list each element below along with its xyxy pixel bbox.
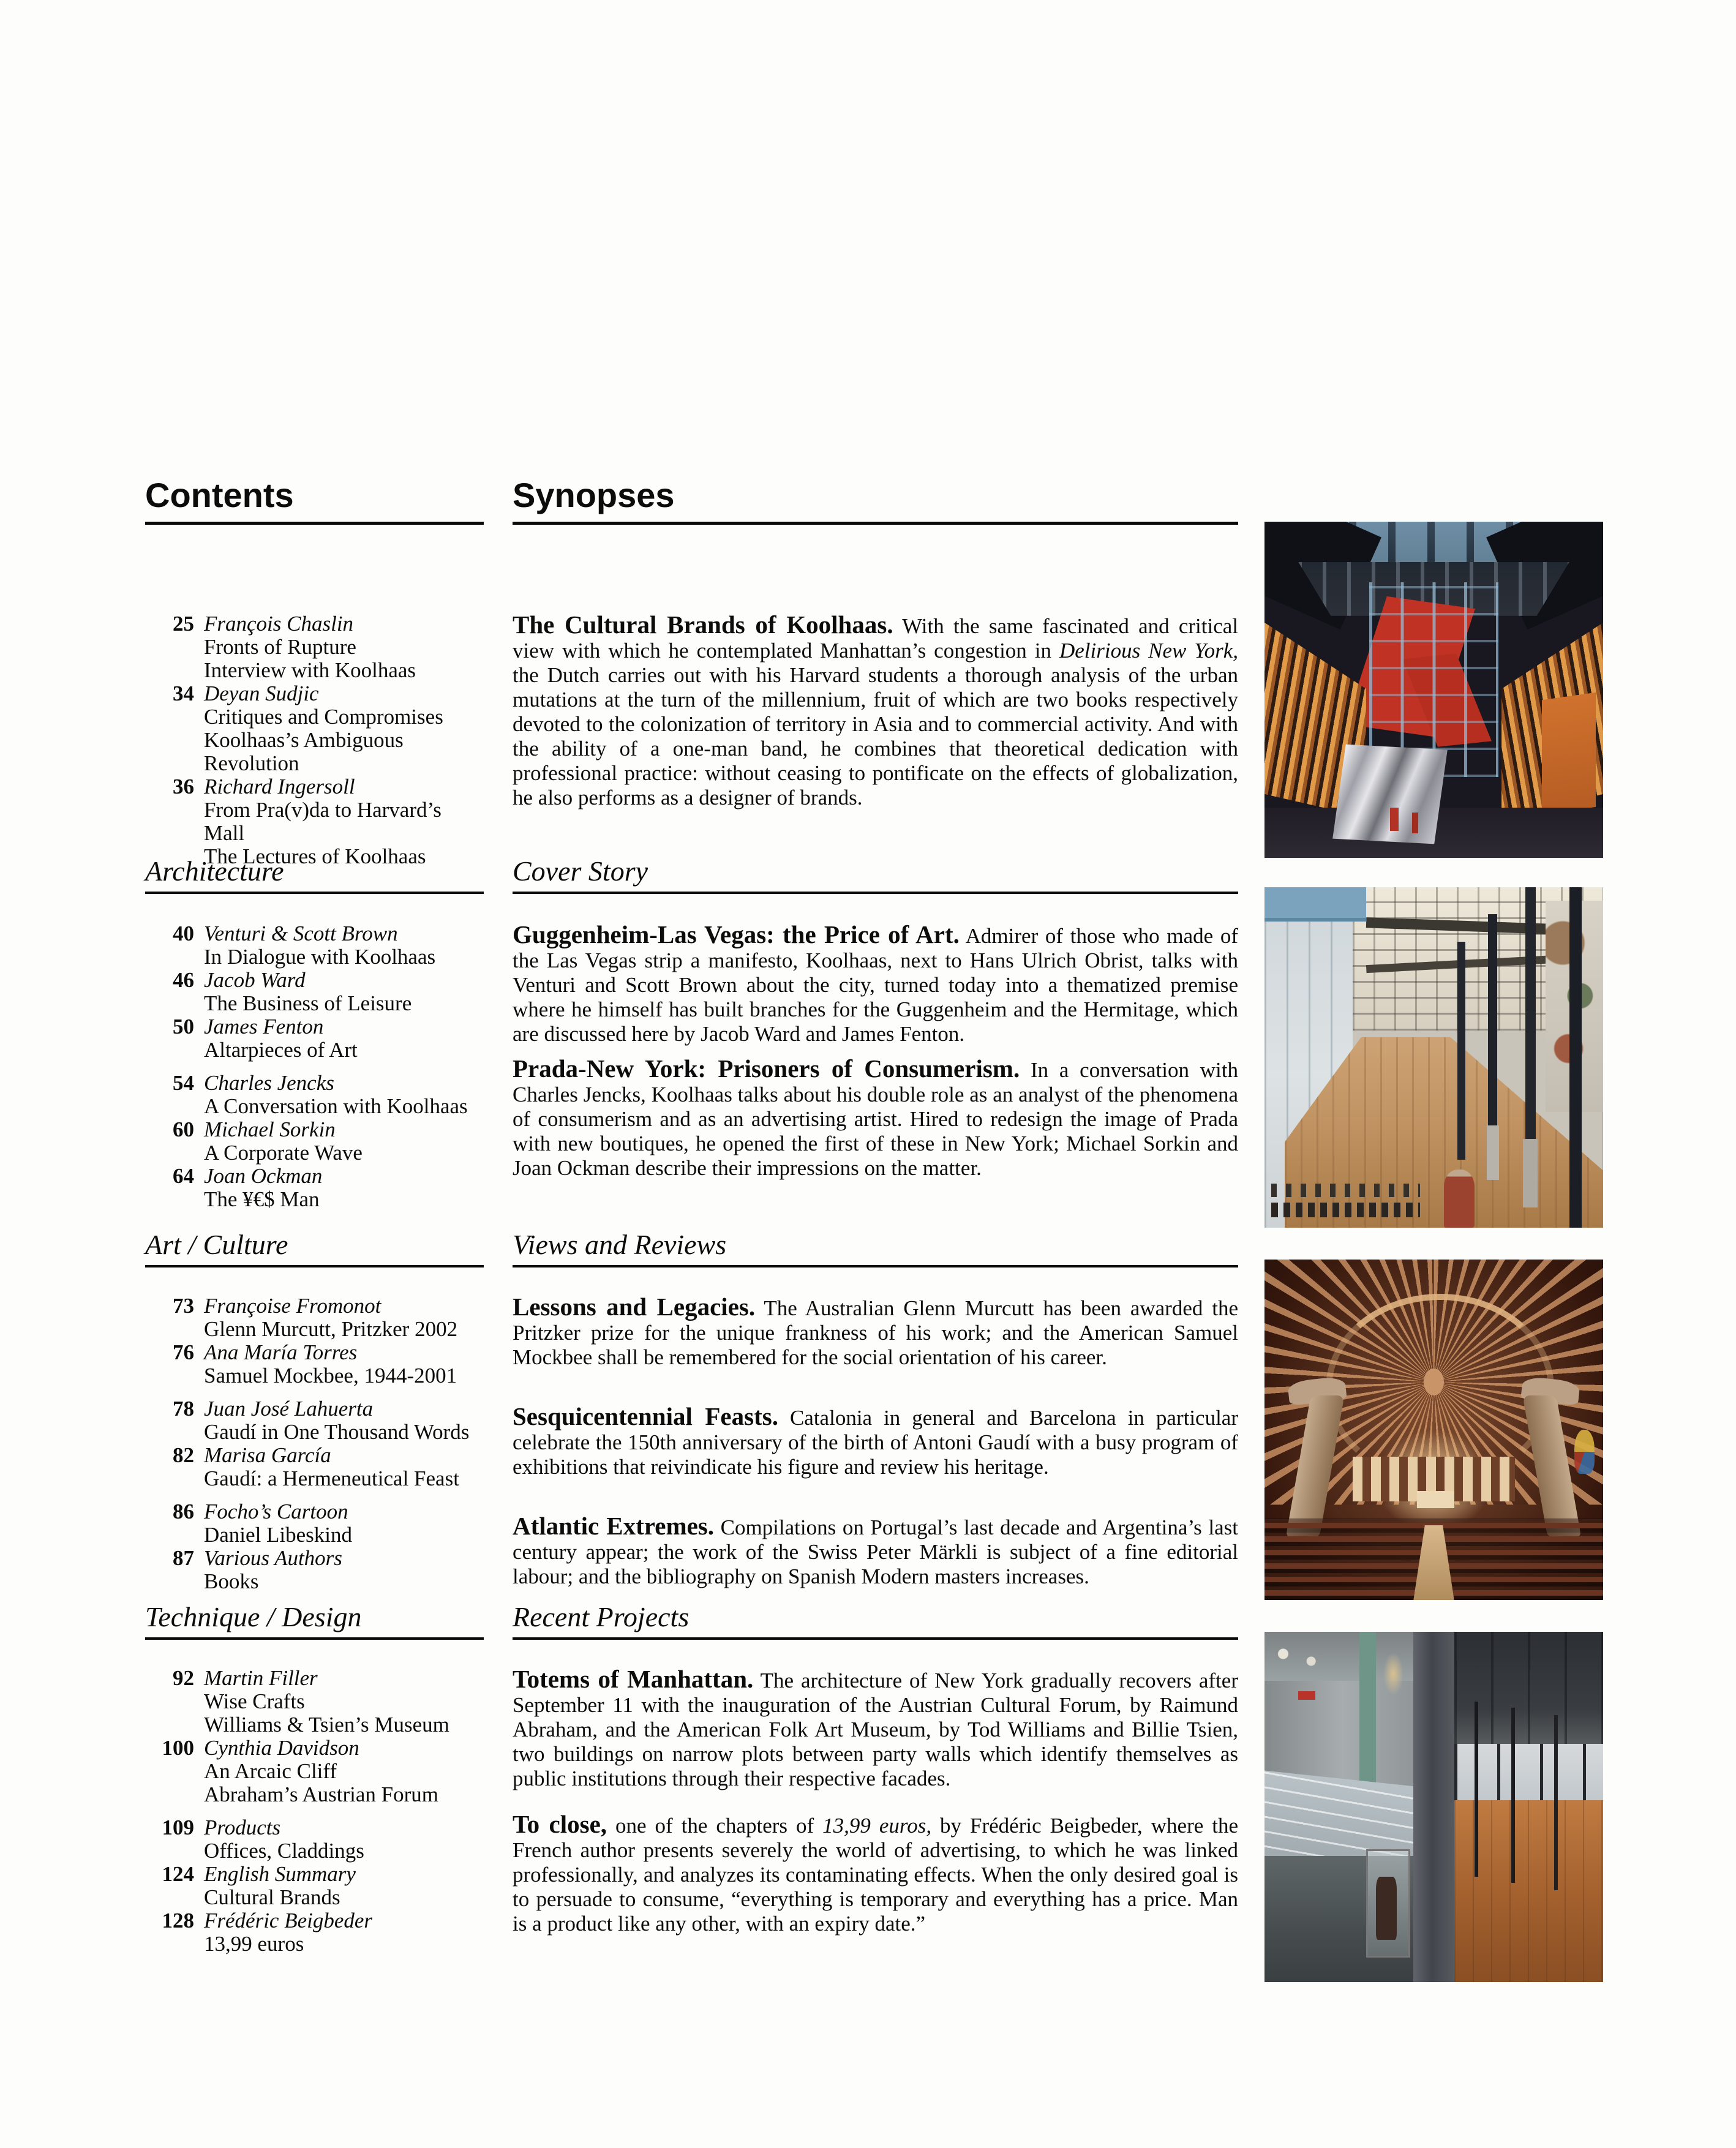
toc-entry [145,1737,484,1806]
entry-title: Critiques and Compromises [204,705,443,729]
toc-entry [145,1294,484,1341]
entry-title: Williams & Tsien’s Museum [204,1713,449,1737]
section-heading-cover-story: Cover Story [513,856,1238,894]
synopsis-paragraph: To close, one of the chapters of 13,99 euros, by Frédéric Beigbeder, where the French author presents severely the world of advertising, to which he was linked professionally, and analyzes its contaminating effects. When the only desired goal is to persuade to consume, “everything is temporary and everything has a price. Man is a product like any other, with an expiry date.” [513,1810,1238,1936]
entry-author: Juan José Lahuerta [204,1397,374,1421]
page-number: 100 [162,1736,194,1760]
entry-title: The ¥€$ Man [204,1187,320,1211]
toc-entry [145,612,484,682]
synopsis-paragraph: Sesquicentennial Feasts. Catalonia in general and Barcelona in particular celebrate the 150th anniversary of the birth of Antoni Gaudí with a busy program of exhibitions that reivindicate his figure and review his heritage. [513,1402,1238,1479]
section-heading-recent-projects: Recent Projects [513,1602,1238,1640]
entry-author: Frédéric Beigbeder [204,1909,373,1932]
entry-title: Daniel Libeskind [204,1523,353,1547]
toc-entry [145,682,484,775]
entry-title: The Lectures of Koolhaas [204,844,426,868]
entry-title: A Conversation with Koolhaas [204,1094,468,1118]
page-number: 34 [173,682,194,705]
column [1569,887,1582,1228]
entry-author: Françoise Fromonot [204,1294,381,1318]
toc-group [145,1397,484,1490]
entry-author: James Fenton [204,1015,324,1038]
entry-author: Various Authors [204,1546,342,1570]
synopsis-lead: Prada-New York: Prisoners of Consumerism. [513,1054,1020,1083]
photo-layer [1523,1139,1537,1207]
entry-author: François Chaslin [204,612,354,636]
altar [1417,1491,1454,1508]
toc-entry [145,1118,484,1165]
photo-prada-store-interior [1264,887,1603,1228]
photo-gaudi-crypt-interior [1264,1260,1603,1600]
page-number: 86 [173,1500,194,1523]
toc-entry [145,1547,484,1593]
synopsis-paragraph: Lessons and Legacies. The Australian Glenn Murcutt has been awarded the Pritzker prize for the unique frankness of his work; and the American Samuel Mockbee shall be remembered for the social orientation of his career. [513,1293,1238,1369]
page-number: 76 [173,1340,194,1364]
entry-author: Products [204,1816,281,1839]
entry-title: Wise Crafts [204,1689,305,1713]
page-number: 60 [173,1117,194,1141]
column [1457,942,1465,1160]
toc-group [145,1500,484,1593]
entry-title: A Corporate Wave [204,1141,363,1165]
visitor-figures [1390,808,1399,831]
toc-entry [145,1667,484,1737]
page-number: 46 [173,968,194,992]
entry-title: Samuel Mockbee, 1944-2001 [204,1364,457,1388]
synopsis-lead: Sesquicentennial Feasts. [513,1402,778,1430]
contents-art-culture-list [145,1294,484,1603]
synopses-cover-story [513,922,1238,1181]
synopsis-lead: Totems of Manhattan. [513,1665,754,1693]
synopses-intro [513,612,1238,810]
page-number: 82 [173,1443,194,1467]
toc-group [145,1816,484,1956]
toc-entry [145,1444,484,1490]
synopses-views-reviews [513,1294,1238,1589]
stained-glass-window [1574,1430,1595,1474]
page-number: 40 [173,922,194,945]
steel-columns [1475,1702,1479,1877]
toc-entry [145,1341,484,1388]
toc-group [145,1072,484,1211]
photo-folk-art-museum-interior [1264,1632,1603,1982]
toc-entry [145,922,484,969]
synopsis-lead: The Cultural Brands of Koolhaas. [513,610,893,639]
page-number: 36 [173,775,194,798]
entry-title: Interview with Koolhaas [204,658,416,682]
synopsis-lead: Lessons and Legacies. [513,1293,756,1321]
synopsis-lead: To close, [513,1810,607,1838]
page-number: 25 [173,612,194,636]
synopsis-lead: Guggenheim-Las Vegas: the Price of Art. [513,920,960,948]
mannequin [1444,1170,1475,1228]
photo-layer [1264,887,1366,922]
synopses-recent-projects [513,1667,1238,1936]
page-number: 64 [173,1164,194,1188]
entry-author: Charles Jencks [204,1071,334,1095]
section-heading-architecture: Architecture [145,856,484,894]
entry-author: Michael Sorkin [204,1117,336,1141]
concrete-column [1413,1632,1454,1982]
entry-title: Glenn Murcutt, Pritzker 2002 [204,1317,458,1341]
entry-title: Gaudí: a Hermeneutical Feast [204,1466,459,1490]
section-heading-art-culture: Art / Culture [145,1230,484,1267]
synopsis-paragraph: Atlantic Extremes. Compilations on Portugal’s last decade and Argentina’s last century appear; the work of the Swiss Peter Märkli is subject of a fine editorial labour; and the bibliography on Spanish Modern masters increases. [513,1512,1238,1588]
synopses-column-title: Synopses [513,478,1238,525]
entry-author: Ana María Torres [204,1340,358,1364]
entry-author: Richard Ingersoll [204,775,355,798]
entry-title: Koolhaas’s Ambiguous Revolution [204,728,404,775]
entry-author: English Summary [204,1862,356,1886]
entry-title: Cultural Brands [204,1885,340,1909]
toc-entry [145,1816,484,1863]
synopsis-paragraph: Prada-New York: Prisoners of Consumerism. In a conversation with Charles Jencks, Koolhaas talks about his double role as an analyst of the phenomena of consumerism and as an advertising artist. Hired to redesign the image of Prada with new boutiques, he opened the first of these in New York; Michael Sorkin and Joan Ockman describe their impressions on the matter. [513,1054,1238,1180]
toc-group [145,922,484,1062]
page-number: 78 [173,1397,194,1421]
entry-title: Books [204,1569,259,1593]
toc-group [145,1294,484,1388]
entry-title: 13,99 euros [204,1932,304,1956]
photo-koolhaas-exhibition-installation [1264,522,1603,858]
toc-entry [145,1909,484,1956]
page-number: 128 [162,1909,194,1932]
photo-layer [1383,1653,1403,1695]
page-number: 50 [173,1015,194,1038]
entry-title: Offices, Claddings [204,1839,364,1863]
contents-intro-list [145,612,484,868]
photo-layer [1359,1632,1377,1786]
entry-author: Martin Filler [204,1666,318,1690]
page-number: 54 [173,1071,194,1095]
toc-entry [145,1165,484,1211]
contents-technique-list [145,1667,484,1966]
entry-title: Fronts of Rupture [204,635,356,659]
toc-group [145,1667,484,1806]
entry-title: Altarpieces of Art [204,1038,358,1062]
toc-entry [145,969,484,1015]
entry-author: Focho’s Cartoon [204,1500,348,1523]
page-number: 109 [162,1816,194,1839]
section-heading-technique-design: Technique / Design [145,1602,484,1640]
entry-author: Marisa García [204,1443,331,1467]
synopsis-paragraph: Totems of Manhattan. The architecture of New York gradually recovers after September 11 with the inauguration of the Austrian Cultural Forum, by Raimund Abraham, and the American Folk Art Museum, by Tod Williams and Billie Tsien, two buildings on narrow plots between party walls which identify themselves as public institutions through their respective facades. [513,1665,1238,1790]
page-number: 73 [173,1294,194,1318]
entry-title: From Pra(v)da to Harvard’s Mall [204,798,442,845]
shoe-display [1271,1184,1420,1218]
entry-author: Jacob Ward [204,968,306,992]
entry-title: The Business of Leisure [204,991,412,1015]
entry-author: Cynthia Davidson [204,1736,359,1760]
photo-layer [1487,1125,1499,1180]
toc-entry [145,1397,484,1444]
photo-layer [1542,693,1596,814]
toc-entry [145,1015,484,1062]
photo-layer [1376,1877,1396,1940]
toc-entry [145,1500,484,1547]
exit-sign [1298,1691,1315,1700]
page-number: 87 [173,1546,194,1570]
entry-title: Gaudí in One Thousand Words [204,1420,470,1444]
entry-title: In Dialogue with Koolhaas [204,945,436,969]
page-number: 92 [173,1666,194,1690]
entry-title: An Arcaic Cliff [204,1759,337,1783]
entry-author: Joan Ockman [204,1164,323,1188]
synopsis-paragraph: The Cultural Brands of Koolhaas. With the same fascinated and critical view with which he contemplated Manhattan’s congestion in Delirious New York, the Dutch carries out with his Harvard students a thorough analysis of the urban mutations at the turn of the millennium, fruit of which are two books respectively devoted to the colonization of territory in Asia and to commercial activity. And with the ability of a one-man band, he combines that theoretical dedication with professional practice: without ceasing to pontificate on the effects of globalization, he also performs as a designer of brands. [513,610,1239,809]
toc-entry [145,1863,484,1909]
page-number: 124 [162,1862,194,1886]
section-heading-views-reviews: Views and Reviews [513,1230,1238,1267]
entry-author: Venturi & Scott Brown [204,922,398,945]
contents-column-title: Contents [145,478,484,525]
contents-architecture-list [145,922,484,1221]
synopsis-paragraph: Guggenheim-Las Vegas: the Price of Art. Admirer of those who made of the Las Vegas strip a manifesto, Koolhaas, next to Hans Ulrich Obrist, talks with Venturi and Scott Brown about the city, turned today into a thematized premise where he himself has built branches for the Guggenheim and the Hermitage, which are discussed here by Jacob Ward and James Fenton. [513,920,1238,1046]
entry-author: Deyan Sudjic [204,682,319,705]
toc-entry [145,775,484,868]
entry-title: Abraham’s Austrian Forum [204,1782,439,1806]
toc-entry [145,1072,484,1118]
synopsis-lead: Atlantic Extremes. [513,1512,715,1540]
